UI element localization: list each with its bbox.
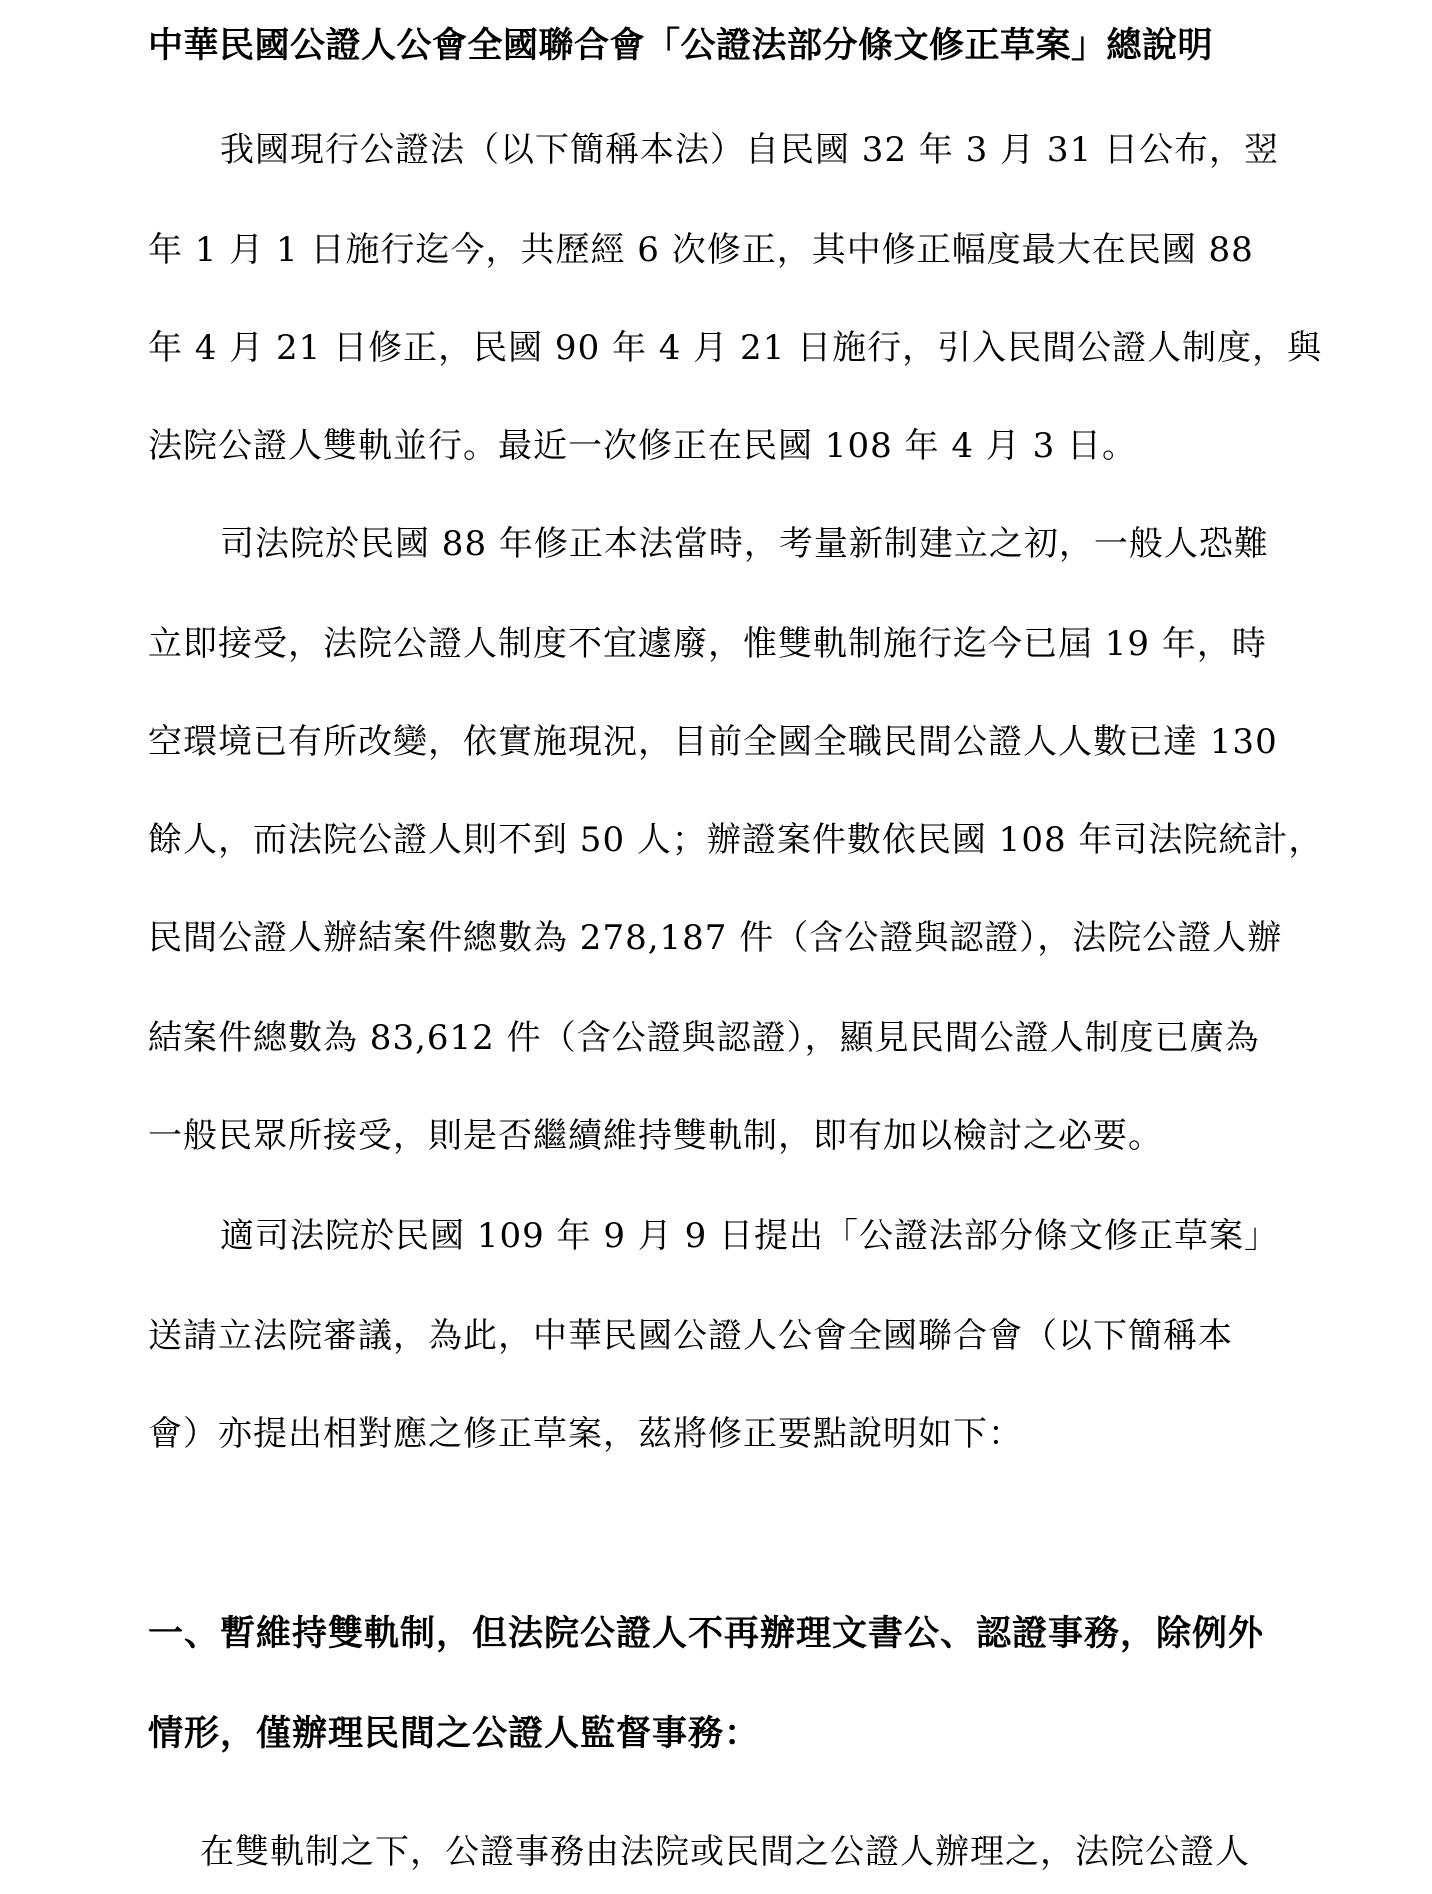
paragraph-1-line-4: 法院公證人雙軌並行。最近一次修正在民國 108 年 4 月 3 日。: [148, 426, 1138, 466]
paragraph-3-line-1: 適司法院於民國 109 年 9 月 9 日提出「公證法部分條文修正草案」: [220, 1216, 1280, 1256]
paragraph-2-line-3: 空環境已有所改變，依實施現況，目前全國全職民間公證人人數已達 130: [148, 722, 1278, 762]
paragraph-2-line-2: 立即接受，法院公證人制度不宜遽廢，惟雙軌制施行迄今已屆 19 年，時: [148, 624, 1267, 664]
paragraph-2-line-5: 民間公證人辦結案件總數為 278,187 件（含公證與認證），法院公證人辦: [148, 918, 1283, 958]
paragraph-3-line-2: 送請立法院審議，為此，中華民國公證人公會全國聯合會（以下簡稱本: [148, 1316, 1233, 1356]
paragraph-2-line-7: 一般民眾所接受，則是否繼續維持雙軌制，即有加以檢討之必要。: [148, 1116, 1163, 1156]
paragraph-3-line-3: 會）亦提出相對應之修正草案，茲將修正要點說明如下：: [148, 1414, 1023, 1454]
paragraph-1-line-1: 我國現行公證法（以下簡稱本法）自民國 32 年 3 月 31 日公布，翌: [220, 130, 1280, 170]
paragraph-2-line-1: 司法院於民國 88 年修正本法當時，考量新制建立之初，一般人恐難: [220, 524, 1269, 564]
section-1-body-line-1: 在雙軌制之下，公證事務由法院或民間之公證人辦理之，法院公證人: [200, 1832, 1250, 1872]
paragraph-1-line-3: 年 4 月 21 日修正，民國 90 年 4 月 21 日施行，引入民間公證人制度，與: [148, 328, 1323, 368]
section-1-heading-line-1: 一、暫維持雙軌制，但法院公證人不再辦理文書公、認證事務，除例外: [148, 1613, 1265, 1654]
paragraph-2-line-6: 結案件總數為 83,612 件（含公證與認證），顯見民間公證人制度已廣為: [148, 1018, 1260, 1058]
paragraph-2-line-4: 餘人，而法院公證人則不到 50 人；辦證案件數依民國 108 年司法院統計，: [148, 820, 1324, 860]
section-1-heading-line-2: 情形，僅辦理民間之公證人監督事務：: [148, 1713, 761, 1754]
paragraph-1-line-2: 年 1 月 1 日施行迄今，共歷經 6 次修正，其中修正幅度最大在民國 88: [148, 230, 1254, 270]
document-title: 中華民國公證人公會全國聯合會「公證法部分條文修正草案」總說明: [148, 25, 1214, 66]
